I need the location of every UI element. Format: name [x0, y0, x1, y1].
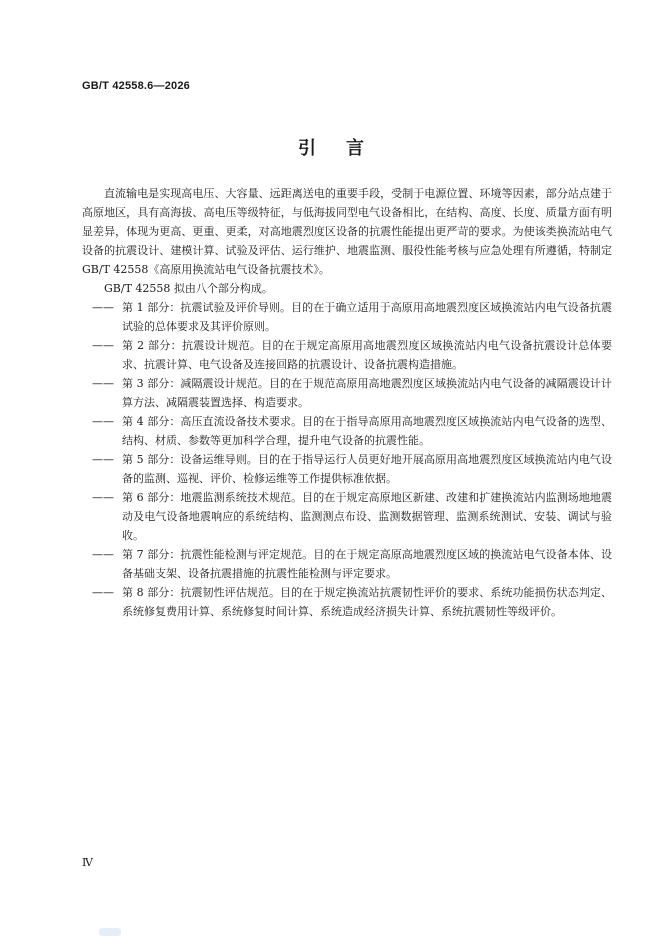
- intro-paragraph: 直流输电是实现高电压、大容量、远距离送电的重要手段，受制于电源位置、环境等因素，部分站点建于高原地区，具有高海拔、高电压等级特征，与低海拔同型电气设备相比，在结构、高度、长度、质量方面有明显差异，体现为更高、更重、更柔，对高地震烈度区设备的抗震性能提出更严苛的要求。为使该类换流站电气设备的抗震设计、建模计算、试验及评估、运行维护、地震监测、服役性能考核与应急处理有所遵循，特制定 GB/T 42558《高原用换流站电气设备抗震技术》。: [82, 187, 612, 276]
- parts-list: [82, 298, 612, 621]
- standard-code: GB/T 42558.6—2026: [82, 80, 190, 92]
- dash-marker: ——: [92, 301, 114, 314]
- list-item: [82, 374, 612, 412]
- composition-line: GB/T 42558 拟由八个部分构成。: [104, 282, 273, 295]
- scan-artifact: [99, 928, 121, 936]
- list-item-text: 第 3 部分：减隔震设计规范。目的在于规范高原用高地震烈度区域换流站内电气设备的减隔震设计计算方法、减隔震装置选择、构造要求。: [122, 377, 612, 409]
- list-item-text: 第 4 部分：高压直流设备技术要求。目的在于指导高原用高地震烈度区域换流站内电气设备的选型、结构、材质、参数等更加科学合理，提升电气设备的抗震性能。: [122, 415, 612, 447]
- list-item-text: 第 1 部分：抗震试验及评价导则。目的在于确立适用于高原用高地震烈度区域换流站内电气设备抗震试验的总体要求及其评价原则。: [122, 301, 612, 333]
- list-item: [82, 545, 612, 583]
- dash-marker: ——: [92, 453, 114, 466]
- introduction-body: [82, 184, 612, 621]
- list-item-text: 第 5 部分：设备运维导则。目的在于指导运行人员更好地开展高原用高地震烈度区域换流站内电气设备的监测、巡视、评价、检修运维等工作提供标准依据。: [122, 453, 612, 485]
- page-number: Ⅳ: [82, 856, 93, 869]
- list-item: [82, 450, 612, 488]
- list-item: [82, 488, 612, 545]
- dash-marker: ——: [92, 339, 114, 352]
- list-item: [82, 336, 612, 374]
- list-item-text: 第 2 部分：抗震设计规范。目的在于规定高原用高地震烈度区域换流站内电气设备抗震设计总体要求、抗震计算、电气设备及连接回路的抗震设计、设备抗震构造措施。: [122, 339, 612, 371]
- dash-marker: ——: [92, 415, 114, 428]
- dash-marker: ——: [92, 491, 114, 504]
- list-item: [82, 412, 612, 450]
- list-item: [82, 298, 612, 336]
- list-item-text: 第 6 部分：地震监测系统技术规范。目的在于规定高原地区新建、改建和扩建换流站内监测场地地震动及电气设备地震响应的系统结构、监测测点布设、监测数据管理、监测系统测试、安装、调试与验收。: [122, 491, 612, 542]
- page-title: 引言: [298, 138, 394, 159]
- dash-marker: ——: [92, 586, 114, 599]
- list-item: [82, 583, 612, 621]
- dash-marker: ——: [92, 548, 114, 561]
- list-item-text: 第 7 部分：抗震性能检测与评定规范。目的在于规定高原高地震烈度区域的换流站电气设备本体、设备基础支架、设备抗震措施的抗震性能检测与评定要求。: [122, 548, 612, 580]
- dash-marker: ——: [92, 377, 114, 390]
- list-item-text: 第 8 部分：抗震韧性评估规范。目的在于规定换流站抗震韧性评价的要求、系统功能损伤状态判定、系统修复费用计算、系统修复时间计算、系统造成经济损失计算、系统抗震韧性等级评价。: [122, 586, 612, 618]
